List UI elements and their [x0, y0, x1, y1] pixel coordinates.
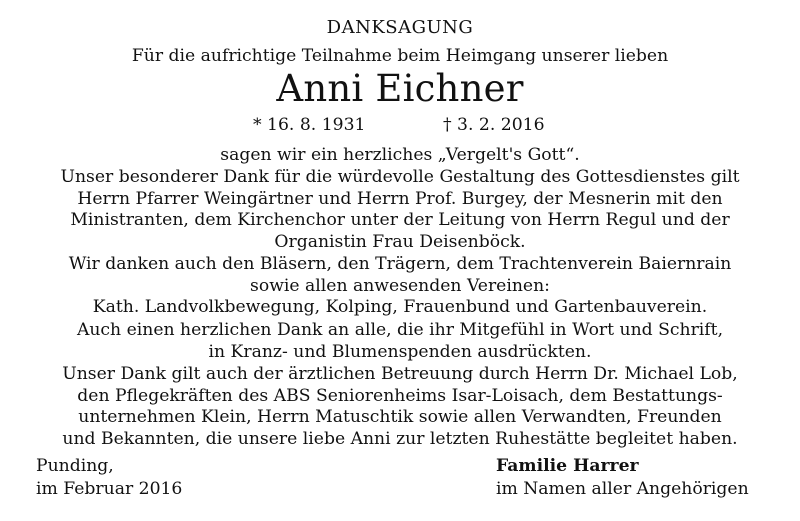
- paragraph-associations-thanks: [0, 254, 800, 319]
- paragraph-line: Herrn Pfarrer Weingärtner und Herrn Prof. Burgey, der Mesnerin mit den: [77, 188, 723, 209]
- thanks-line: sagen wir ein herzliches „Vergelt's Gott“.: [220, 145, 580, 165]
- paragraph-line: Kath. Landvolkbewegung, Kolping, Frauenbund und Gartenbauverein.: [92, 297, 708, 318]
- paragraph-service-thanks: [0, 167, 800, 254]
- intro-text: Für die aufrichtige Teilnahme beim Heimgang unserer lieben: [131, 46, 669, 66]
- paragraph-line: Unser besonderer Dank für die würdevolle Gestaltung des Gottesdienstes gilt: [60, 167, 740, 187]
- notice-heading: DANKSAGUNG: [326, 17, 474, 38]
- date: im Februar 2016: [36, 479, 183, 499]
- paragraph-line: sowie allen anwesenden Vereinen:: [250, 275, 550, 296]
- paragraph-line: und Bekannten, die unsere liebe Anni zur letzten Ruhestätte begleitet haben.: [62, 429, 738, 450]
- life-dates: [0, 114, 800, 136]
- place-and-date: [36, 455, 182, 501]
- paragraph-line: Wir danken auch den Bläsern, den Trägern, dem Trachtenverein Baiernrain: [68, 254, 732, 274]
- birth-date: * 16. 8. 1931: [253, 115, 366, 135]
- death-date: † 3. 2. 2016: [443, 115, 545, 135]
- deceased-name: Anni Eichner: [276, 67, 524, 110]
- paragraph-line: den Pflegekräften des ABS Seniorenheims Isar-Loisach, dem Bestattungs-: [77, 385, 723, 406]
- signature-block: [496, 455, 749, 501]
- family-name: Familie Harrer: [496, 456, 639, 476]
- paragraph-line: in Kranz- und Blumenspenden ausdrückten.: [208, 341, 592, 362]
- paragraph-line: Organistin Frau Deisenböck.: [274, 232, 526, 253]
- paragraph-line: Unser Dank gilt auch der ärztlichen Betreuung durch Herrn Dr. Michael Lob,: [62, 364, 738, 384]
- paragraph-line: Auch einen herzlichen Dank an alle, die ihr Mitgefühl in Wort und Schrift,: [76, 320, 724, 340]
- paragraph-line: Ministranten, dem Kirchenchor unter der Leitung von Herrn Regul und der: [70, 210, 730, 231]
- paragraph-sympathy-thanks: [0, 320, 800, 363]
- family-note: im Namen aller Angehörigen: [496, 479, 749, 499]
- place: Punding,: [36, 456, 114, 476]
- paragraph-line: unternehmen Klein, Herrn Matuschtik sowie allen Verwandten, Freunden: [78, 407, 722, 428]
- paragraph-care-thanks: [0, 364, 800, 451]
